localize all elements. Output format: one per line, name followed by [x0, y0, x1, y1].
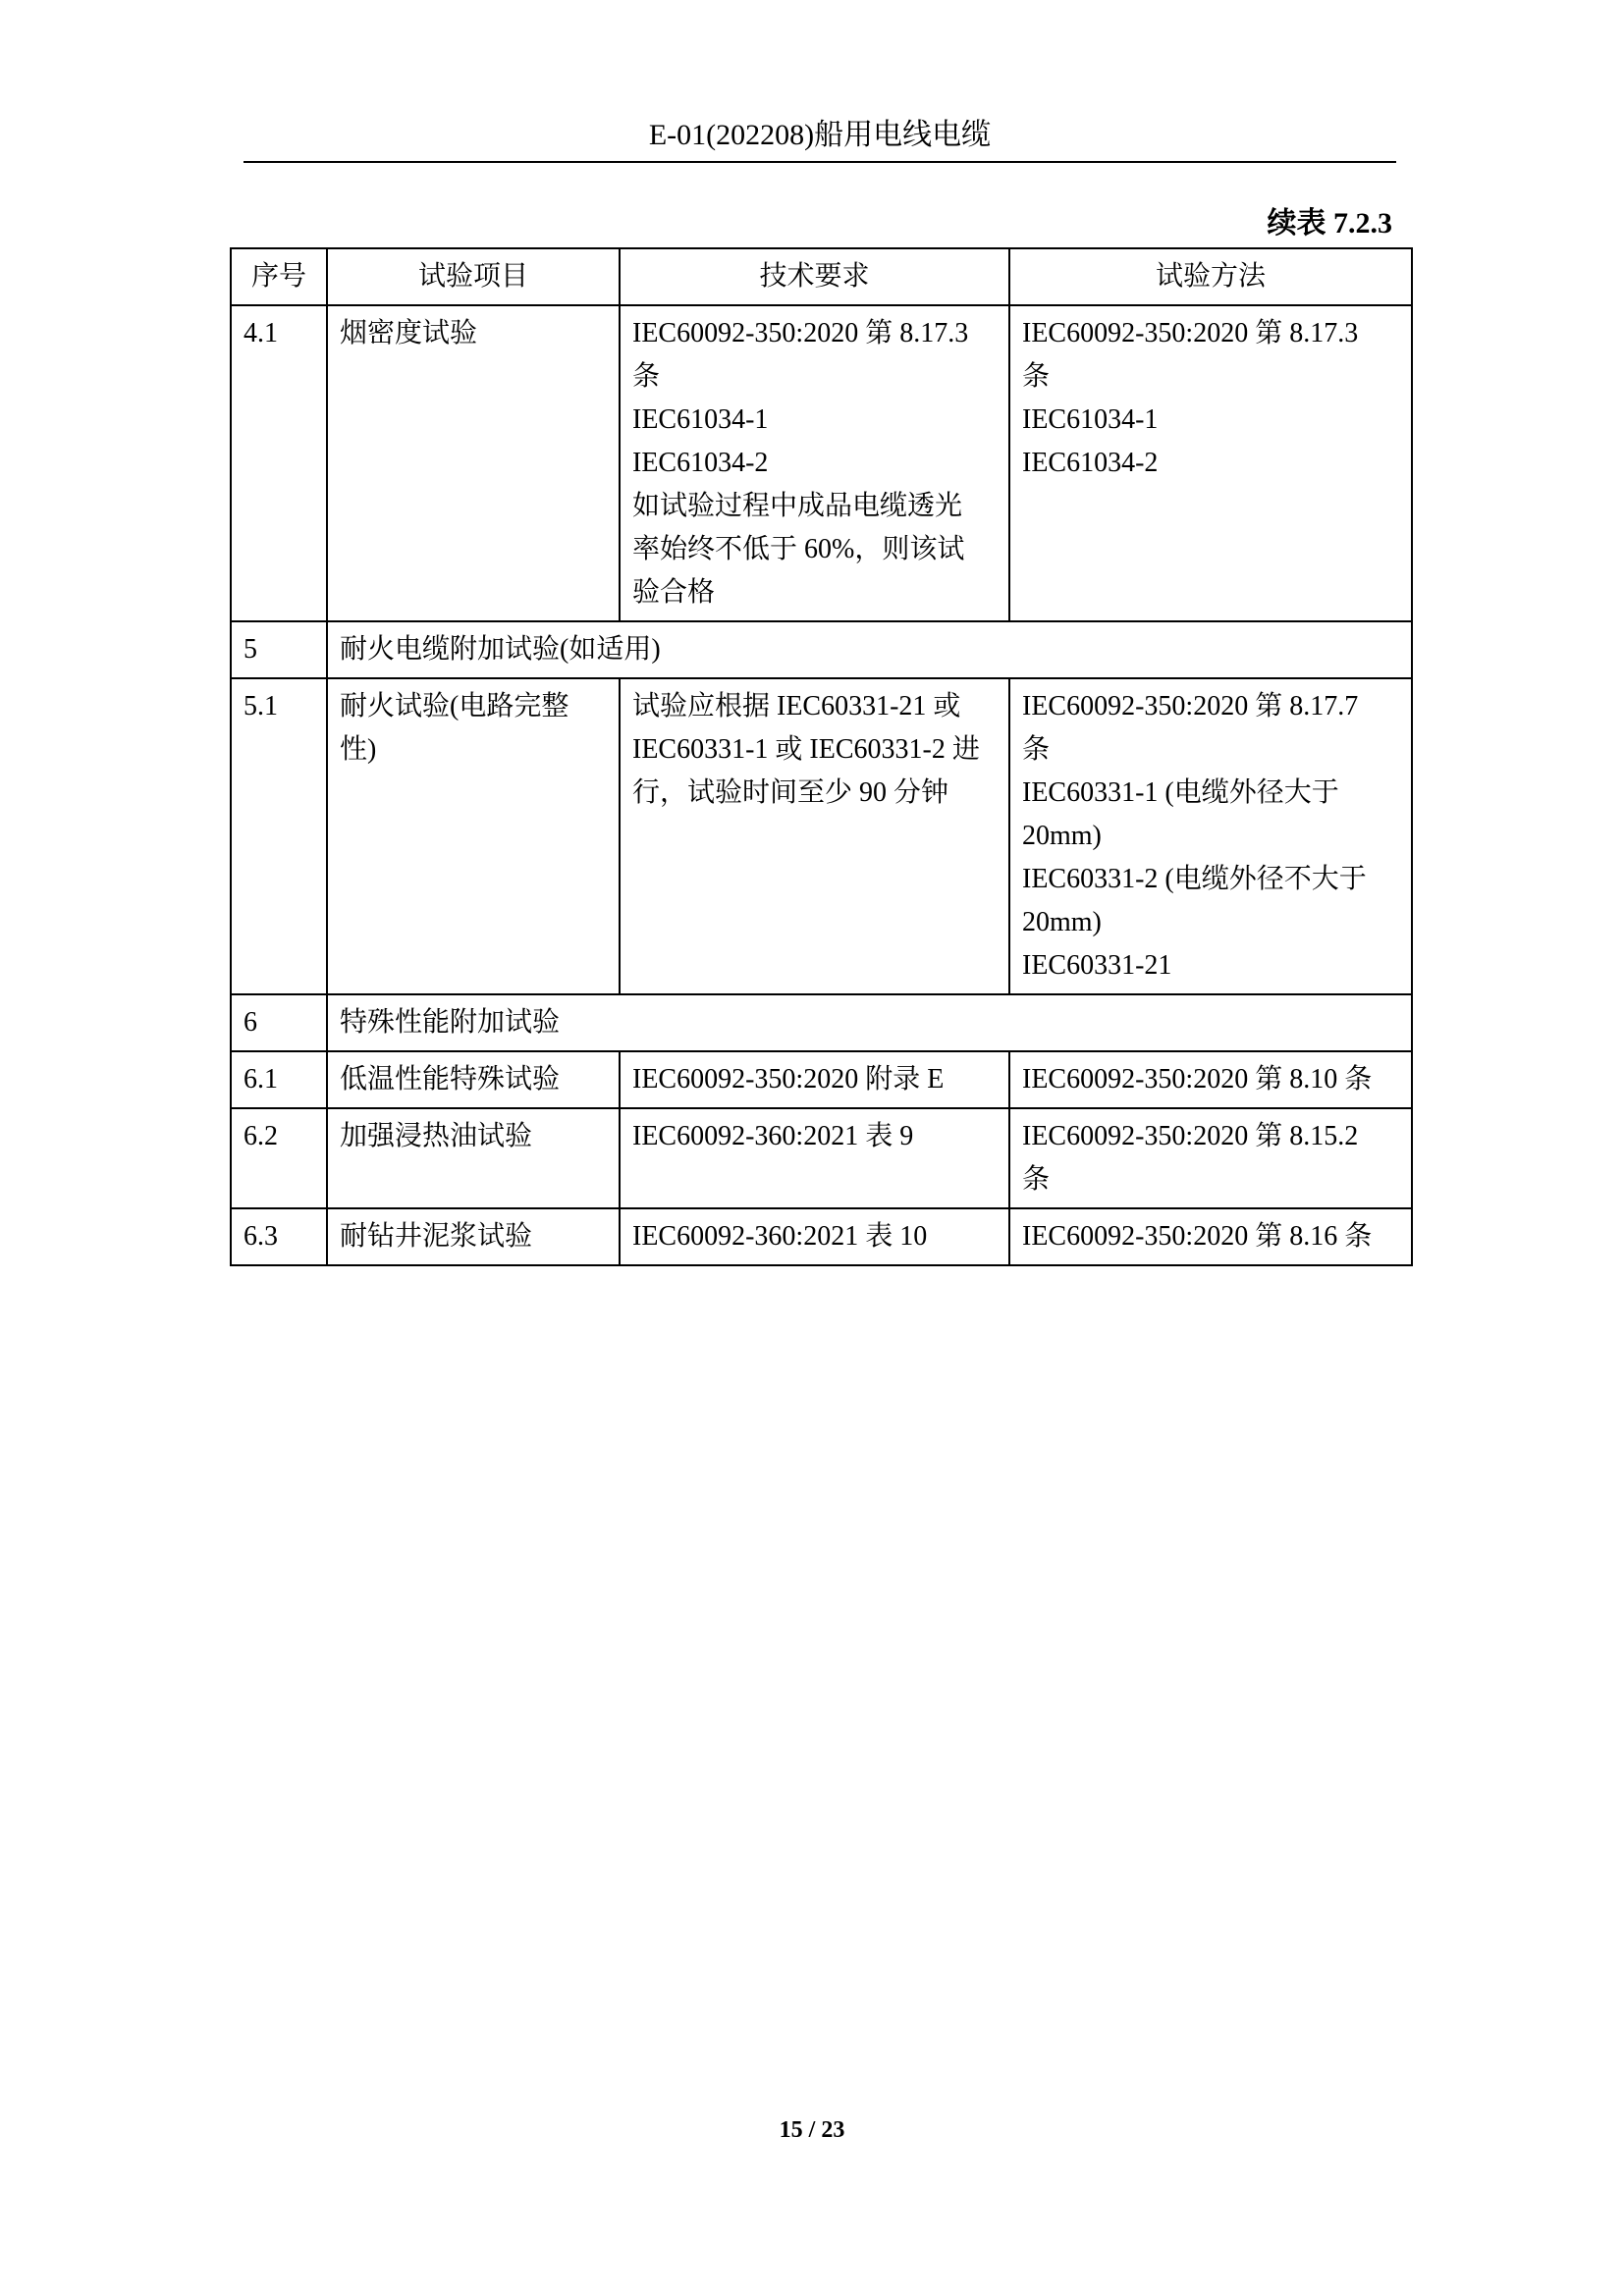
table-row: [231, 1208, 1412, 1265]
cell-line: IEC60092-350:2020 第 8.10 条: [1022, 1064, 1373, 1095]
cell-item: [327, 1208, 620, 1265]
cell-line: 耐钻井泥浆试验: [340, 1221, 533, 1252]
cell-method: [1009, 1208, 1412, 1265]
cell-line: 加强浸热油试验: [340, 1121, 533, 1151]
table-section-row: [231, 621, 1412, 678]
cell-line: IEC60331-1 (电缆外径大于: [1022, 777, 1339, 808]
table-header-row: [231, 248, 1412, 305]
cell-line: IEC60331-2 (电缆外径不大于: [1022, 864, 1367, 894]
cell-no: 6.2: [231, 1108, 327, 1208]
table-row: [231, 1108, 1412, 1208]
cell-line: IEC61034-1: [1022, 404, 1159, 435]
cell-method: [1009, 1051, 1412, 1108]
cell-no: 6: [231, 994, 327, 1051]
cell-no: 6.1: [231, 1051, 327, 1108]
cell-line: 低温性能特殊试验: [340, 1064, 561, 1095]
page-number: 15 / 23: [779, 2117, 845, 2143]
cell-line: 烟密度试验: [340, 318, 478, 348]
cell-line: IEC60092-360:2021 表 9: [632, 1121, 914, 1151]
table-row: [231, 1051, 1412, 1108]
header-rule: [244, 161, 1396, 163]
cell-line: 如试验过程中成品电缆透光: [632, 491, 963, 521]
cell-no: 4.1: [231, 305, 327, 621]
cell-line: IEC60331-21: [1022, 950, 1172, 981]
cell-line: IEC60092-350:2020 第 8.17.3: [1022, 318, 1359, 348]
table-caption: 续表 7.2.3: [1267, 207, 1392, 240]
cell-line: 条: [1022, 1164, 1051, 1195]
column-header-item: 试验项目: [327, 248, 620, 305]
cell-line: 性): [340, 734, 377, 765]
cell-method: [1009, 678, 1412, 994]
cell-line: IEC60092-350:2020 第 8.15.2: [1022, 1121, 1359, 1151]
cell-line: 率始终不低于 60%，则该试: [632, 534, 965, 564]
cell-requirement: [620, 1208, 1009, 1265]
cell-line: 条: [632, 361, 661, 392]
table-row: [231, 678, 1412, 994]
column-header-requirement: 技术要求: [620, 248, 1009, 305]
cell-requirement: [620, 305, 1009, 621]
cell-line: 验合格: [632, 577, 716, 608]
table-row: [231, 305, 1412, 621]
cell-line: IEC60092-350:2020 第 8.17.7: [1022, 691, 1359, 721]
cell-item: [327, 1051, 620, 1108]
test-items-table: [230, 247, 1413, 1266]
cell-line: 行，试验时间至少 90 分钟: [632, 777, 949, 808]
cell-method: [1009, 1108, 1412, 1208]
cell-requirement: [620, 678, 1009, 994]
cell-line: 20mm): [1022, 907, 1102, 937]
cell-line: IEC60092-360:2021 表 10: [632, 1221, 928, 1252]
cell-method: [1009, 305, 1412, 621]
cell-requirement: [620, 1108, 1009, 1208]
column-header-method: 试验方法: [1009, 248, 1412, 305]
cell-line: 20mm): [1022, 821, 1102, 851]
cell-section-title: 耐火电缆附加试验(如适用): [327, 621, 1412, 678]
cell-line: 条: [1022, 361, 1051, 392]
cell-no: 6.3: [231, 1208, 327, 1265]
cell-line: IEC60331-1 或 IEC60331-2 进: [632, 734, 980, 765]
cell-line: 条: [1022, 734, 1051, 765]
table-section-row: [231, 994, 1412, 1051]
cell-no: 5: [231, 621, 327, 678]
column-header-no: 序号: [231, 248, 327, 305]
cell-item: [327, 1108, 620, 1208]
cell-item: [327, 305, 620, 621]
cell-line: IEC61034-2: [632, 448, 769, 478]
cell-line: 耐火试验(电路完整: [340, 691, 569, 721]
cell-line: IEC60092-350:2020 第 8.16 条: [1022, 1221, 1373, 1252]
cell-section-title: 特殊性能附加试验: [327, 994, 1412, 1051]
cell-no: 5.1: [231, 678, 327, 994]
document-header-title: E-01(202208)船用电线电缆: [648, 119, 992, 151]
cell-line: IEC61034-2: [1022, 448, 1159, 478]
cell-line: IEC60092-350:2020 附录 E: [632, 1064, 945, 1095]
cell-item: [327, 678, 620, 994]
cell-line: IEC61034-1: [632, 404, 769, 435]
cell-line: IEC60092-350:2020 第 8.17.3: [632, 318, 969, 348]
cell-requirement: [620, 1051, 1009, 1108]
cell-line: 试验应根据 IEC60331-21 或: [632, 691, 961, 721]
